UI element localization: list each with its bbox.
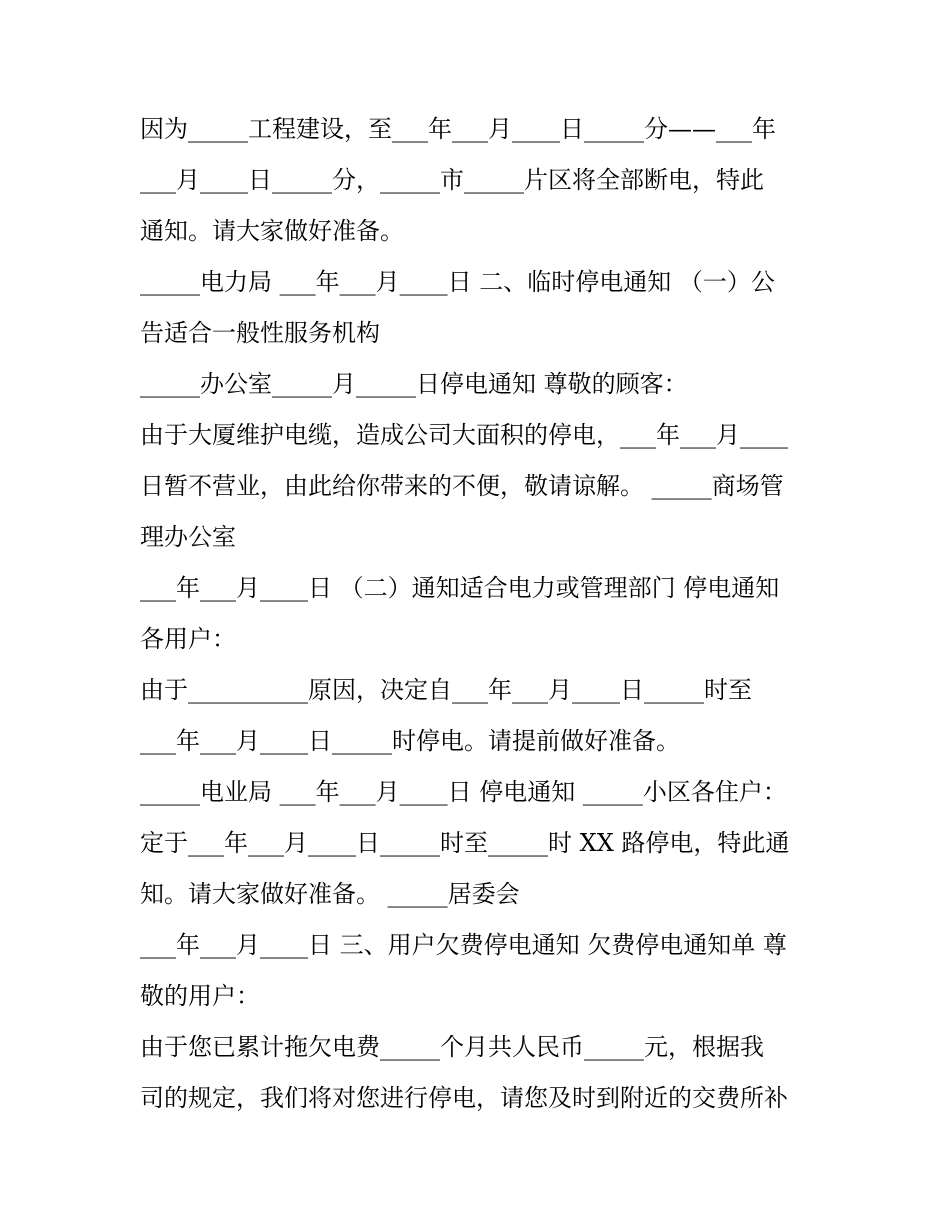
text-line: 由于__________原因，决定自___年___月____日_____时至 [140, 676, 752, 704]
text-line: _____电力局 ___年___月____日 二、临时停电通知 （一）公 [140, 268, 775, 296]
text-line: 各用户： [140, 625, 236, 653]
text-line: 敬的用户： [140, 982, 260, 1010]
text-line: 知。请大家做好准备。 _____居委会 [140, 880, 520, 908]
text-line: 理办公室 [140, 523, 236, 551]
text-line: 由于大厦维护电缆，造成公司大面积的停电，___年___月____ [140, 421, 788, 449]
text-line: ___年___月____日_____时停电。请提前做好准备。 [140, 727, 680, 755]
text-line: 因为_____工程建设，至___年___月____日_____分——___年 [140, 115, 776, 143]
text-line: 由于您已累计拖欠电费_____个月共人民币_____元，根据我 [140, 1033, 764, 1061]
text-line: ___年___月____日 （二）通知适合电力或管理部门 停电通知 [140, 574, 780, 602]
text-line: _____电业局 ___年___月____日 停电通知 _____小区各住户： [140, 778, 787, 806]
text-line: 司的规定，我们将对您进行停电，请您及时到附近的交费所补 [140, 1084, 788, 1112]
text-line: 定于___年___月____日_____时至_____时 XX 路停电，特此通 [140, 829, 790, 857]
text-line: ___年___月____日 三、用户欠费停电通知 欠费停电通知单 尊 [140, 931, 787, 959]
text-line: ___月____日_____分，_____市_____片区将全部断电，特此 [140, 166, 764, 194]
text-line: 告适合一般性服务机构 [140, 319, 380, 347]
text-line: _____办公室_____月_____日停电通知 尊敬的顾客： [140, 370, 688, 398]
text-line: 日暂不营业，由此给你带来的不便，敬请谅解。 _____商场管 [140, 472, 784, 500]
document-body [140, 104, 820, 1124]
text-line: 通知。请大家做好准备。 [140, 217, 404, 245]
